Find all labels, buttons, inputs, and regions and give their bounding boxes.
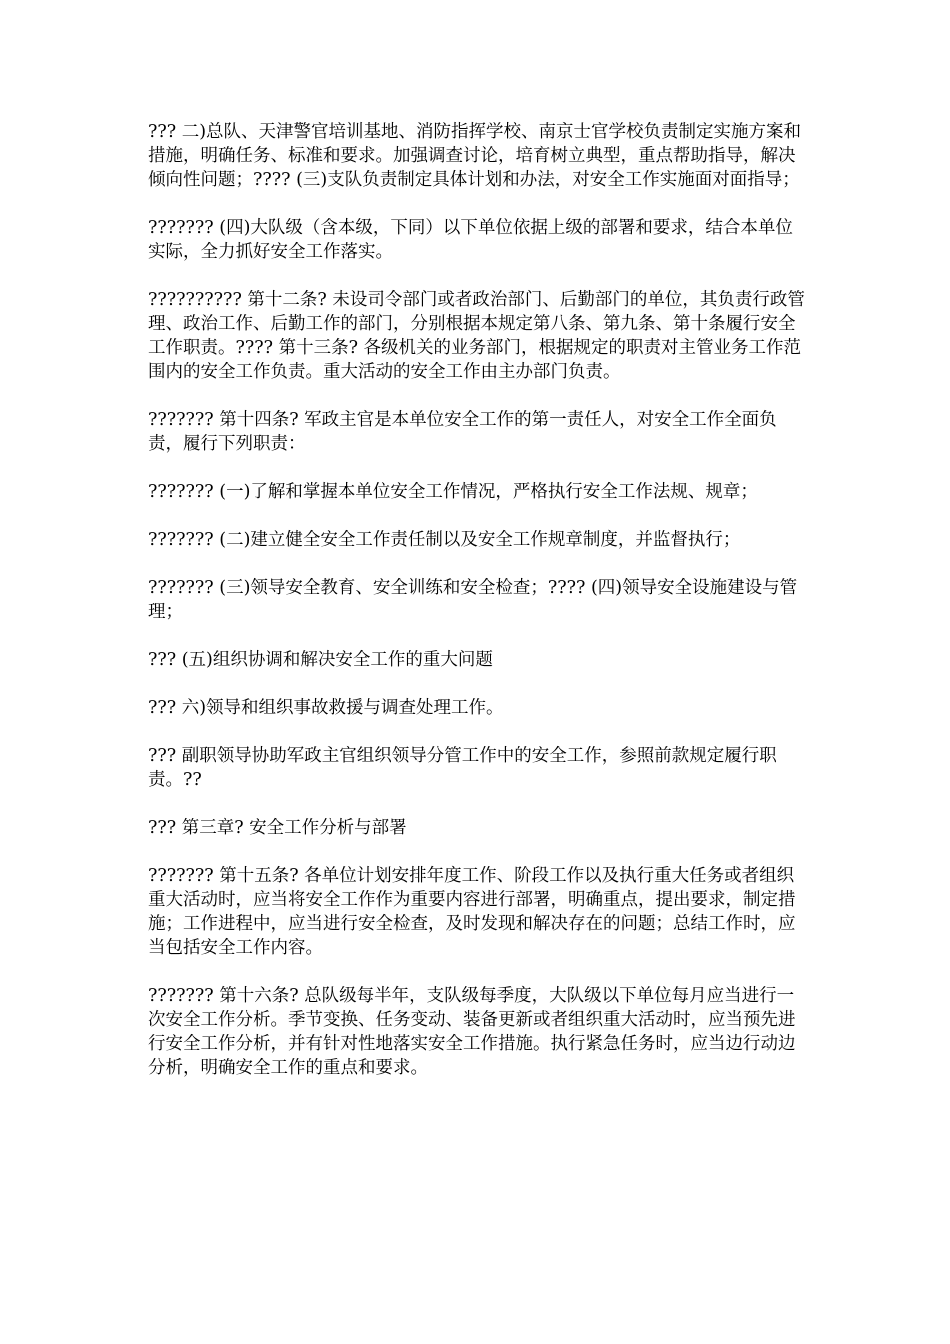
paragraph-8: ??? (五)组织协调和解决安全工作的重大问题 [148, 650, 493, 670]
paragraph-6: ??????? (二)建立健全安全工作责任制以及安全工作规章制度，并监督执行； [148, 530, 741, 550]
paragraph-13: ??????? 第十六条? 总队级每半年，支队级每季度，大队级以下单位每月应当进行一次安全工作分析。季节变换、任务变动、装备更新或者组织重大活动时，应当预先进行安全工作分析，并有针对性地落实安全工作措施。执行紧急任务时，应当边行动边分析，明确安全工作的重点和要求。 [148, 986, 796, 1078]
document-body [148, 120, 808, 1104]
paragraph-7: ??????? (三)领导安全教育、安全训练和安全检查；???? (四)领导安全设施建设与管理； [148, 578, 798, 622]
paragraph-4: ??????? 第十四条? 军政主官是本单位安全工作的第一责任人，对安全工作全面负责，履行下列职责： [148, 410, 777, 454]
paragraph-10: ??? 副职领导协助军政主官组织领导分管工作中的安全工作，参照前款规定履行职责。?? [148, 746, 777, 790]
paragraph-3: ?????????? 第十二条? 未设司令部门或者政治部门、后勤部门的单位，其负责行政管理、政治工作、后勤工作的部门，分别根据本规定第八条、第九条、第十条履行安全工作职责。???? 第十三条? 各级机关的业务部门，根据规定的职责对主管业务工作范围内的安全工作负责。重大活动的安全工作由主办部门负责。 [148, 290, 805, 382]
chapter-heading: ??? 第三章? 安全工作分析与部署 [148, 818, 407, 838]
paragraph-1: ??? 二)总队、天津警官培训基地、消防指挥学校、南京士官学校负责制定实施方案和措施，明确任务、标准和要求。加强调查讨论，培育树立典型，重点帮助指导，解决倾向性问题；???? (三)支队负责制定具体计划和办法，对安全工作实施面对面指导； [148, 122, 802, 190]
paragraph-5: ??????? (一)了解和掌握本单位安全工作情况，严格执行安全工作法规、规章； [148, 482, 758, 502]
paragraph-12: ??????? 第十五条? 各单位计划安排年度工作、阶段工作以及执行重大任务或者组织重大活动时，应当将安全工作作为重要内容进行部署，明确重点，提出要求，制定措施；工作进程中，应当进行安全检查，及时发现和解决存在的问题；总结工作时，应当包括安全工作内容。 [148, 866, 796, 958]
paragraph-9: ??? 六)领导和组织事故救援与调查处理工作。 [148, 698, 504, 718]
paragraph-2: ??????? (四)大队级（含本级，下同）以下单位依据上级的部署和要求，结合本单位实际，全力抓好安全工作落实。 [148, 218, 793, 262]
